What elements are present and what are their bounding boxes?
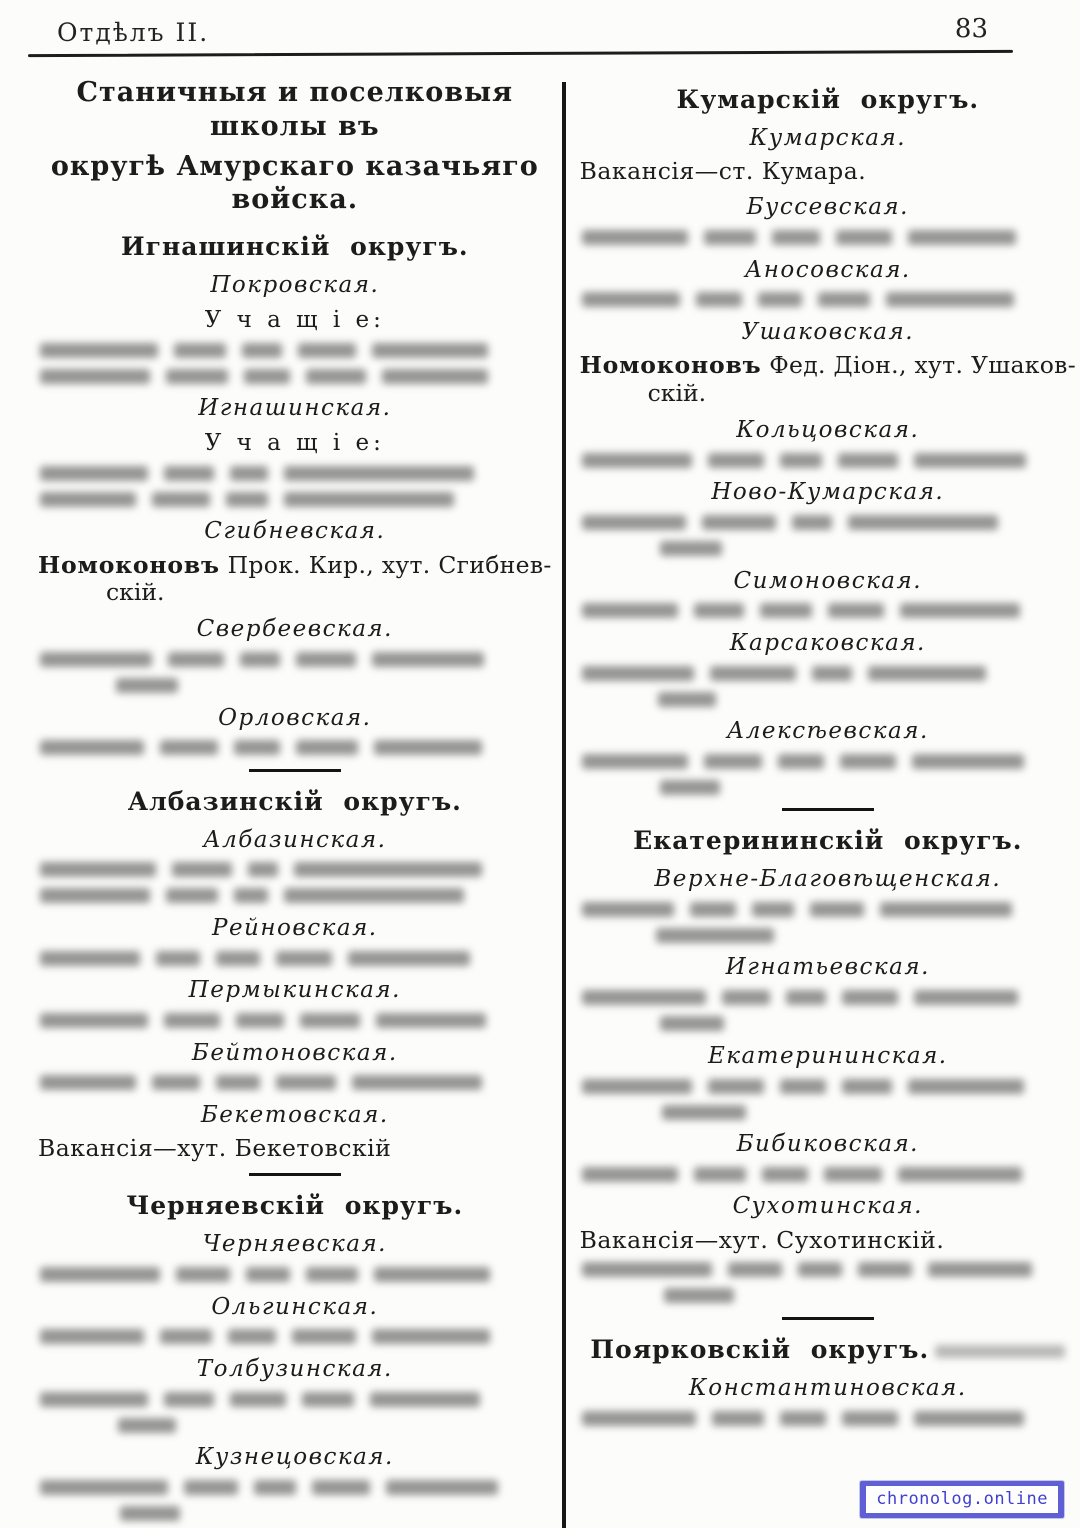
redacted-entry <box>40 651 550 669</box>
redacted-text-blob <box>708 453 764 468</box>
redacted-text-blob <box>164 1392 214 1407</box>
redacted-text-blob <box>810 902 864 917</box>
redacted-text-blob <box>40 862 156 877</box>
redacted-text-blob <box>164 1013 220 1028</box>
redacted-text-blob <box>758 292 802 307</box>
redacted-text-blob <box>582 515 686 530</box>
redacted-text-blob <box>886 292 1014 307</box>
redacted-entry <box>40 490 550 508</box>
redacted-text-blob <box>662 1105 746 1120</box>
redacted-entry <box>40 1328 550 1346</box>
redacted-text-blob <box>294 862 482 877</box>
redacted-text-blob <box>246 1267 290 1282</box>
redacted-text-blob <box>296 740 358 755</box>
school-name: Кумарская. <box>749 124 907 151</box>
school-name: Ново-Кумарская. <box>711 479 945 506</box>
redacted-text-blob <box>276 951 332 966</box>
watermark-badge <box>860 1481 1064 1518</box>
redacted-text-blob <box>284 466 474 481</box>
redacted-text-blob <box>582 1167 678 1182</box>
school-name: Рейновская. <box>211 914 378 941</box>
redacted-text-blob <box>298 343 356 358</box>
redacted-text-blob <box>312 1480 370 1495</box>
redacted-entry <box>40 1266 550 1284</box>
redacted-text-blob <box>152 1075 200 1090</box>
redacted-text-blob <box>836 230 892 245</box>
redacted-text-blob <box>582 230 688 245</box>
redacted-entry <box>582 664 1074 682</box>
redacted-text-blob <box>582 754 688 769</box>
redacted-text-blob <box>780 1079 826 1094</box>
redacted-entry <box>582 1165 1074 1183</box>
redacted-text-blob <box>772 230 820 245</box>
school-name: Бекетовская. <box>200 1101 389 1128</box>
redacted-entry <box>40 464 550 482</box>
redacted-entry <box>40 1390 550 1408</box>
redacted-text-blob <box>276 1075 336 1090</box>
redacted-entry <box>40 1478 550 1496</box>
redacted-text-blob <box>704 230 756 245</box>
redacted-entry <box>660 540 1074 558</box>
redacted-text-blob <box>40 888 150 903</box>
redacted-entry <box>582 451 1074 469</box>
school-name: Буссевская. <box>746 194 909 221</box>
teacher-surname: Номоконовъ <box>38 550 220 579</box>
redacted-text-blob <box>234 888 268 903</box>
redacted-text-blob <box>722 990 770 1005</box>
teacher-entry-line: Номоконовъ Прок. Кир., хут. Сгибнев- <box>38 550 552 579</box>
column-title-line: округѣ Амурскаго казачьяго войска. <box>50 150 539 216</box>
redacted-text-blob <box>168 652 224 667</box>
redacted-text-blob <box>582 1079 692 1094</box>
redacted-text-blob <box>376 1013 486 1028</box>
district-heading: Екатерининскій округъ. <box>633 826 1023 856</box>
redacted-text-blob <box>848 515 998 530</box>
school-name: Албазинская. <box>203 826 387 853</box>
section-divider <box>782 808 874 811</box>
redacted-text-blob <box>582 1411 696 1426</box>
redacted-text-blob <box>914 1411 1024 1426</box>
redacted-entry <box>118 1416 550 1434</box>
redacted-entry <box>40 367 550 385</box>
vacancy-line: Вакансія—хут. Сухотинскій. <box>579 1225 945 1254</box>
school-name: Ольгинская. <box>211 1293 379 1320</box>
school-name: Покровская. <box>210 271 380 298</box>
redacted-entry <box>40 949 550 967</box>
redacted-entry <box>664 1287 1074 1305</box>
redacted-text-blob <box>40 951 140 966</box>
redacted-text-blob <box>370 1392 480 1407</box>
section-divider <box>249 769 341 772</box>
redacted-text-blob <box>240 652 280 667</box>
school-name: Кольцовская. <box>736 416 920 443</box>
redacted-text-blob <box>242 343 282 358</box>
redacted-text-blob <box>40 466 148 481</box>
redacted-text-blob <box>296 652 356 667</box>
district-heading: Поярковскій округъ. <box>580 1336 1076 1365</box>
redacted-text-blob <box>236 1013 284 1028</box>
redacted-text-blob <box>306 369 366 384</box>
redacted-text-blob <box>300 1013 360 1028</box>
redacted-text-blob <box>166 369 228 384</box>
teacher-entry-continuation: скій. <box>106 578 165 607</box>
redacted-text-blob <box>372 343 488 358</box>
redacted-text-blob <box>160 740 218 755</box>
redacted-text-blob <box>374 1267 490 1282</box>
redacted-text-blob <box>40 492 136 507</box>
redacted-entry <box>582 291 1074 309</box>
blurred-artifact <box>935 1345 1065 1358</box>
district-heading: Черняевскій округъ. <box>126 1191 464 1221</box>
section-divider <box>249 1173 341 1176</box>
redacted-text-blob <box>374 740 482 755</box>
school-name: Орловская. <box>218 704 372 731</box>
redacted-text-blob <box>696 292 742 307</box>
watermark-inner <box>866 1486 1058 1513</box>
teachers-label: У ч а щ і е: <box>204 307 385 334</box>
district-heading: Кумарскій округъ. <box>676 85 980 114</box>
redacted-text-blob <box>216 951 260 966</box>
redacted-text-blob <box>658 692 716 707</box>
redacted-text-blob <box>164 466 214 481</box>
redacted-text-blob <box>582 292 680 307</box>
school-name: Черняевская. <box>202 1231 387 1258</box>
redacted-text-blob <box>660 1016 724 1031</box>
redacted-text-blob <box>898 1167 1022 1182</box>
redacted-text-blob <box>812 666 852 681</box>
redacted-text-blob <box>798 1262 842 1277</box>
redacted-text-blob <box>842 1079 892 1094</box>
redacted-entry <box>40 1012 550 1030</box>
redacted-entry <box>660 1015 1074 1033</box>
page-number: 83 <box>954 14 988 44</box>
school-name: Карсаковская. <box>729 629 926 656</box>
school-name: Игнатьевская. <box>725 954 930 981</box>
redacted-text-blob <box>818 292 870 307</box>
redacted-entry <box>662 1103 1074 1121</box>
column-title-line: Станичныя и поселковыя школы въ <box>76 77 514 142</box>
redacted-text-blob <box>824 1167 882 1182</box>
redacted-text-blob <box>582 603 678 618</box>
redacted-text-blob <box>116 678 178 693</box>
school-name: Ушаковская. <box>741 318 915 345</box>
redacted-text-blob <box>838 453 898 468</box>
redacted-text-blob <box>582 990 706 1005</box>
teacher-entry-line: Номоконовъ Фед. Діон., хут. Ушаков- <box>579 351 1076 380</box>
redacted-entry <box>582 1409 1074 1427</box>
redacted-text-blob <box>900 603 1020 618</box>
school-name: Толбузинская. <box>196 1355 393 1382</box>
redacted-text-blob <box>914 990 1018 1005</box>
vacancy-line: Вакансія—хут. Бекетовскій <box>38 1134 392 1163</box>
redacted-text-blob <box>702 515 776 530</box>
redacted-text-blob <box>912 754 1024 769</box>
column-divider <box>562 82 566 1528</box>
school-name: Бейтоновская. <box>191 1039 398 1066</box>
left-column <box>30 64 560 1528</box>
redacted-text-blob <box>40 1329 144 1344</box>
redacted-text-blob <box>40 1392 148 1407</box>
redacted-text-blob <box>156 951 200 966</box>
redacted-entry <box>582 752 1074 770</box>
redacted-text-blob <box>244 369 290 384</box>
school-name: Кузнецовская. <box>195 1444 394 1471</box>
redacted-text-blob <box>694 603 744 618</box>
redacted-text-blob <box>728 1262 782 1277</box>
redacted-text-blob <box>868 666 986 681</box>
school-name: Верхне-Благовѣщенская. <box>654 866 1002 893</box>
two-column-body <box>30 64 1076 1528</box>
redacted-text-blob <box>40 1013 148 1028</box>
redacted-text-blob <box>40 740 144 755</box>
redacted-text-blob <box>778 754 824 769</box>
redacted-text-blob <box>152 492 210 507</box>
redacted-text-blob <box>828 603 884 618</box>
redacted-text-blob <box>284 888 464 903</box>
redacted-text-blob <box>786 990 826 1005</box>
redacted-entry <box>40 341 550 359</box>
redacted-text-blob <box>226 492 268 507</box>
redacted-text-blob <box>582 666 694 681</box>
redacted-text-blob <box>254 1480 296 1495</box>
redacted-text-blob <box>230 466 268 481</box>
redacted-text-blob <box>348 951 470 966</box>
redacted-text-blob <box>40 1267 160 1282</box>
redacted-text-blob <box>184 1480 238 1495</box>
school-name: Свербеевская. <box>196 616 393 643</box>
redacted-entry <box>582 900 1074 918</box>
redacted-text-blob <box>660 541 722 556</box>
redacted-text-blob <box>760 603 812 618</box>
redacted-text-blob <box>120 1506 180 1521</box>
vacancy-line: Вакансія—ст. Кумара. <box>579 157 867 186</box>
redacted-text-blob <box>780 453 822 468</box>
redacted-text-blob <box>306 1267 358 1282</box>
school-name: Симоновская. <box>733 567 923 594</box>
redacted-text-blob <box>656 928 774 943</box>
redacted-text-blob <box>582 902 674 917</box>
school-name: Сухотинская. <box>732 1193 923 1220</box>
redacted-text-blob <box>230 1392 286 1407</box>
redacted-text-blob <box>704 754 762 769</box>
redacted-text-blob <box>840 754 896 769</box>
redacted-text-blob <box>880 902 1012 917</box>
redacted-entry <box>40 887 550 905</box>
redacted-text-blob <box>216 1075 260 1090</box>
redacted-text-blob <box>710 666 796 681</box>
watermark-text: chronolog.online <box>876 1489 1048 1509</box>
redacted-text-blob <box>228 1329 276 1344</box>
redacted-text-blob <box>176 1267 230 1282</box>
redacted-text-blob <box>40 1480 168 1495</box>
redacted-text-blob <box>582 1262 712 1277</box>
redacted-text-blob <box>234 740 280 755</box>
section-label: Отдѣлъ II. <box>57 18 210 47</box>
redacted-text-blob <box>712 1411 764 1426</box>
redacted-text-blob <box>248 862 278 877</box>
redacted-text-blob <box>842 1411 898 1426</box>
redacted-entry <box>582 1261 1074 1279</box>
redacted-entry <box>582 229 1074 247</box>
redacted-entry <box>660 778 1074 796</box>
redacted-text-blob <box>284 492 454 507</box>
redacted-text-blob <box>842 990 898 1005</box>
district-heading: Албазинскій округъ. <box>127 786 462 816</box>
school-name: Алексѣевская. <box>726 718 929 745</box>
redacted-text-blob <box>690 902 736 917</box>
redacted-entry <box>582 989 1074 1007</box>
school-name: Константиновская. <box>688 1374 967 1401</box>
redacted-text-blob <box>792 515 832 530</box>
school-name: Екатерининская. <box>707 1042 948 1069</box>
redacted-text-blob <box>664 1288 734 1303</box>
redacted-text-blob <box>292 1329 356 1344</box>
redacted-text-blob <box>118 1418 176 1433</box>
redacted-text-blob <box>352 1075 482 1090</box>
teacher-entry-continuation: скій. <box>647 379 707 408</box>
redacted-text-blob <box>174 343 226 358</box>
redacted-text-blob <box>660 780 720 795</box>
redacted-text-blob <box>302 1392 354 1407</box>
redacted-entry <box>40 861 550 879</box>
redacted-entry <box>582 602 1074 620</box>
redacted-text-blob <box>762 1167 808 1182</box>
redacted-entry <box>116 677 550 695</box>
teachers-label: У ч а щ і е: <box>204 430 385 457</box>
redacted-entry <box>40 739 550 757</box>
redacted-text-blob <box>166 888 218 903</box>
redacted-entry <box>582 514 1074 532</box>
redacted-text-blob <box>40 652 152 667</box>
redacted-text-blob <box>40 1075 136 1090</box>
redacted-entry <box>582 1077 1074 1095</box>
redacted-text-blob <box>386 1480 498 1495</box>
school-name: Бибиковская. <box>736 1131 919 1158</box>
teacher-surname: Номоконовъ <box>579 351 762 380</box>
redacted-text-blob <box>858 1262 912 1277</box>
section-divider <box>782 1317 874 1320</box>
redacted-text-blob <box>40 343 158 358</box>
redacted-text-blob <box>908 230 1016 245</box>
redacted-entry <box>656 926 1074 944</box>
redacted-text-blob <box>160 1329 212 1344</box>
redacted-text-blob <box>372 652 484 667</box>
redacted-text-blob <box>382 369 488 384</box>
redacted-entry <box>658 690 1074 708</box>
redacted-text-blob <box>582 453 692 468</box>
redacted-text-blob <box>928 1262 1032 1277</box>
redacted-entry <box>40 1074 550 1092</box>
school-name: Пермыкинская. <box>188 977 401 1004</box>
school-name: Аносовская. <box>744 256 911 283</box>
redacted-text-blob <box>752 902 794 917</box>
redacted-text-blob <box>708 1079 764 1094</box>
redacted-text-blob <box>372 1329 490 1344</box>
district-heading: Игнашинскій округъ. <box>121 232 469 261</box>
redacted-text-blob <box>694 1167 746 1182</box>
redacted-text-blob <box>40 369 150 384</box>
redacted-entry <box>120 1504 550 1522</box>
redacted-text-blob <box>914 453 1026 468</box>
right-column <box>572 64 1080 1528</box>
redacted-text-blob <box>780 1411 826 1426</box>
redacted-text-blob <box>172 862 232 877</box>
school-name: Игнашинская. <box>198 395 392 422</box>
school-name: Сгибневская. <box>204 518 386 545</box>
redacted-text-blob <box>908 1079 1024 1094</box>
